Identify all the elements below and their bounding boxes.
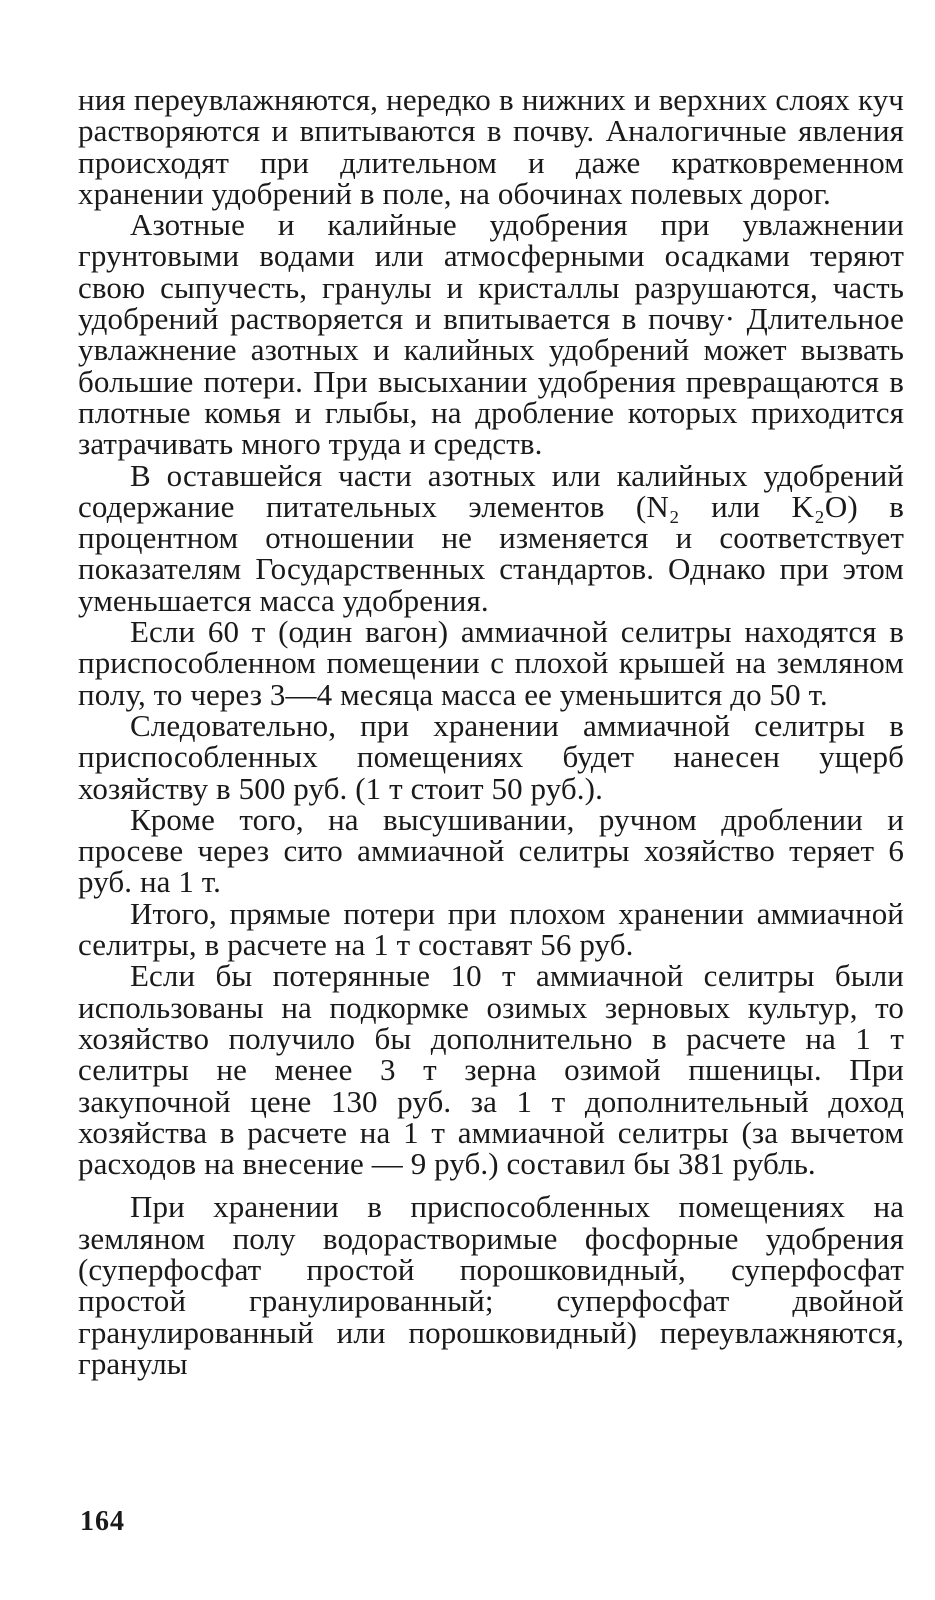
body-text [78, 84, 904, 1379]
paragraph-6: Кроме того, на высушивании, ручном дроблении и просеве через сито аммиачной селитры хозяйство теряет 6 руб. на 1 т. [78, 801, 904, 900]
paragraph-8: Если бы потерянные 10 т аммиачной селитры были использованы на подкормке озимых зерновых культур, то хозяйство получило бы дополнительно в расчете на 1 т селитры не менее 3 т зерна озимой пшеницы. При закупочной цене 130 руб. за 1 т дополнительный доход хозяйства в расчете на 1 т аммиачной селитры (за вычетом расходов на внесение — 9 руб.) составил бы 381 рубль. [78, 958, 904, 1182]
paragraph-9: При хранении в приспособленных помещениях на земляном полу водорастворимые фосфорные удобрения (суперфосфат простой порошковидный, суперфосфат простой гранулированный; суперфосфат двойной гранулированный или порошковидный) переувлажняются, гранулы [78, 1189, 904, 1381]
paragraph-5: Следовательно, при хранении аммиачной селитры в приспособленных помещениях будет нанесен ущерб хозяйству в 500 руб. (1 т стоит 50 руб.). [78, 707, 904, 806]
page-number: 164 [80, 1506, 125, 1537]
paragraph-2: Азотные и калийные удобрения при увлажнении грунтовыми водами или атмосферными осадками теряют свою сыпучесть, гранулы и кристаллы разрушаются, часть удобрений растворяется и впитывается в почву· Длительное увлажнение азотных и калийных удобрений может вызвать большие потери. При высыхании удобрения превращаются в плотные комья и глыбы, на дробление которых приходится затрачивать много труда и средств. [78, 207, 904, 462]
paragraph-3: В оставшейся части азотных или калийных удобрений содержание питательных элементов (N₂ или K₂O) в процентном отношении не изменяется и соответствует показателям Государственных стандартов. Однако при этом уменьшается масса удобрения. [78, 457, 904, 618]
paragraph-4: Если 60 т (один вагон) аммиачной селитры находятся в приспособленном помещении с плохой крышей на земляном полу, то через 3—4 месяца масса ее уменьшится до 50 т. [78, 614, 904, 712]
paragraph-7: Итого, прямые потери при плохом хранении аммиачной селитры, в расчете на 1 т составят 56 руб. [78, 895, 904, 963]
paragraph-1: ния переувлажняются, нередко в нижних и верхних слоях куч растворяются и впитываются в почву. Аналогичные явления происходят при длительном и даже кратковременном хранении удобрений в поле, на обочинах полевых дорог. [78, 82, 904, 211]
